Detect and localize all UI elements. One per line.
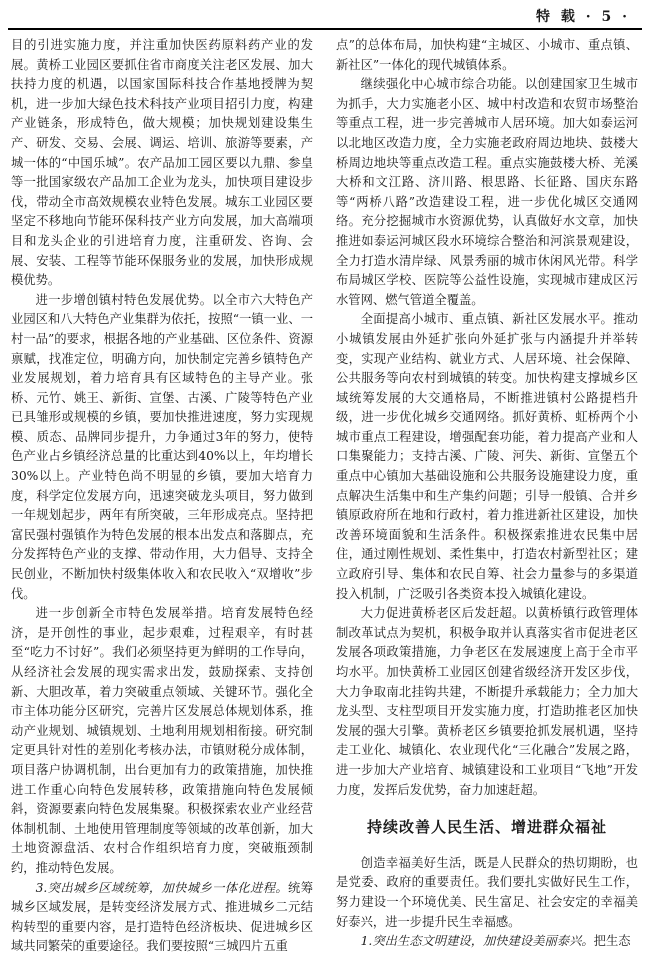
paragraph: 进一步增创镇村特色发展优势。以全市六大特色产业园区和八大特色产业集群为依托，按照“一镇一业、一村一品”的要求，根据各地的产业基础、区位条件、资源禀赋，找准定位，明确方向，加快制定完善乡镇特色产业发展规划，着力培育具有区域特色的主导产业。张桥、元竹、姚王、新街、宣堡、古溪、广陵等特色产业已具雏形或规模的乡镇，要加快推进速度，努力实现规模、质态、品牌同步提升，力争通过3年的努力，使特色产业占乡镇经济总量的比重达到40%以上，年均增长30%以上。产业特色尚不明显的乡镇，要加大培育力度，科学定位发展方向，迅速突破龙头项目，努力做到一年规划起步，两年有所突破，三年形成亮点。坚持把富民强村强镇作为特色发展的根本出发点和落脚点，充分发挥特色产业的支撑、带动作用，大力倡导、支持全民创业，不断加快村级集体收入和农民收入“双增收”步伐。	[11, 292, 313, 601]
paragraph: 全面提高小城市、重点镇、新社区发展水平。推动小城镇发展由外延扩张向外延扩张与内涵提升并举转变，实现产业结构、就业方式、人居环境、社会保障、公共服务等向农村到城镇的转变。加快构建支撑城乡区域统筹发展的大交通格局，不断推进镇村公路提档升级，进一步优化城乡交通网络。抓好黄桥、虹桥两个小城市重点工程建设，增强配套功能，着力提高产业和人口集聚能力；支持古溪、广陵、河失、新街、宣堡五个重点中心镇加大基础设施和公共服务设施建设力度，重点解决生活集中和生产集约问题；引导一般镇、合并乡镇原政府所在地和行政村，着力推进新社区建设，加快改善环境面貌和生活条件。积极探索推进农民集中居住，通过刚性规划、柔性集中，打造农村新型社区；建立政府引导、集体和农民自筹、社会力量参与的多渠道投入机制，广泛吸引各类资本投入城镇化建设。	[336, 312, 638, 601]
right-column	[336, 36, 638, 949]
paragraph	[11, 879, 313, 957]
paragraph-text: 统筹城乡区域发展，是转变经济发展方式、推进城乡二元结构转型的重要内容，是打造特色经济板块、促进城乡区域共同繁荣的重要途径。我们要按照“三城四片五重	[11, 880, 313, 954]
paragraph: 继续强化中心城市综合功能。以创建国家卫生城市为抓手，大力实施老小区、城中村改造和农贸市场整治等重点工程，进一步完善城市人居环境。加大如泰运河以北地区改造力度，全力实施老政府周边地块、鼓楼大桥周边地块等重点改造工程。重点实施鼓楼大桥、羌溪大桥和文江路、济川路、根思路、长征路、国庆东路等“两桥八路”改造建设工程，进一步优化城区交通网络。充分挖掘城市水资源优势，认真做好水文章，加快推进如泰运河城区段水环境综合整治和河滨景观建设，全力打造水清岸绿、风景秀丽的城市休闲风光带。科学布局城区学校、医院等公益性设施，实现城市建成区污水管网、燃气管道全覆盖。	[336, 77, 638, 307]
page-header	[0, 0, 650, 30]
paragraph: 创造幸福美好生活，既是人民群众的热切期盼，也是党委、政府的重要责任。我们要扎实做好民生工作，努力建设一个环境优美、民生富足、社会安定的幸福美好泰兴，进一步提升民生幸福感。	[336, 855, 638, 929]
paragraph: 目的引进实施力度，并注重加快医药原料药产业的发展。黄桥工业园区要抓住省市商度关注老区发展、加大扶持力度的机遇，以国家国际科技合作基地授牌为契机，进一步加大绿色技术科技产业项目招引力度，构建产业链条，形成特色，做大规模；加快规划建设集生产、研发、交易、会展、调运、培训、旅游等要素，产城一体的“中国乐城”。农产品加工园区要以九鼎、参皇等一批国家级农产品加工企业为龙头，加快项目建设步伐，带动全市高效规模农业特色发展。城东工业园区要坚定不移地向节能环保科技产业方向发展，加大高端项目和龙头企业的引进培育力度，注重研发、咨询、会展、安装、工程等节能环保服务业的发展，加快形成规模优势。	[11, 38, 313, 288]
paragraph: 大力促进黄桥老区后发赶超。以黄桥镇行政管理体制改革试点为契机，积极争取并认真落实省市促进老区发展各项政策措施，力争老区在发展速度上高于全市平均水平。加快黄桥工业园区创建省级经济开发区步伐，大力争取南北挂钩共建，不断提升承载能力；全力加大龙头型、支柱型项目开发实施力度，打造助推老区加快发展的强大引擎。黄桥老区乡镇要抢抓发展机遇，坚持走工业化、城镇化、农业现代化“三化融合”发展之路，进一步加大产业培育、城镇建设和工业项目“飞地”开发力度，发挥后发优势，奋力加速赶超。	[336, 606, 638, 797]
paragraph-text: 把生态	[593, 934, 631, 949]
paragraph: 点”的总体布局，加快构建“主城区、小城市、重点镇、新社区”一体化的现代城镇体系。	[336, 38, 638, 72]
header-rule	[8, 28, 642, 30]
section-title-text: 特 载	[536, 9, 578, 25]
left-column	[11, 36, 313, 954]
section-title	[536, 6, 630, 26]
numbered-subheading: 3.突出城乡区域统筹，加快城乡一体化进程。	[35, 880, 289, 895]
page-number: · 5 ·	[585, 9, 630, 25]
paragraph: 进一步创新全市特色发展举措。培育发展特色经济，是开创性的事业，起步艰难，过程艰辛，有时甚至“吃力不讨好”。我们必须坚持更为鲜明的工作导向，从经济社会发展的现实需求出发，鼓励探索、支持创新、大胆改革，着力突破重点领域、关键环节。强化全市主体功能分区研究，完善片区发展总体规划体系，推动产业规划、城镇规划、土地利用规划相衔接。研究制定更具针对性的差别化考核办法，市镇财税分成体制，项目落户协调机制，出台更加有力的政策措施，加快推进工作重心向特色发展转移，政策措施向特色发展倾斜，资源要素向特色发展集聚。积极探索农业产业经营体制机制、土地使用管理制度等领域的改革创新，加大土地资源盘活、农村合作组织培育力度，突破瓶颈制约，推动特色发展。	[11, 606, 313, 875]
numbered-subheading: 1.突出生态文明建设，加快建设美丽泰兴。	[360, 934, 594, 949]
paragraph	[336, 932, 638, 952]
section-heading: 持续改善人民生活、增进群众福祉	[366, 818, 607, 837]
